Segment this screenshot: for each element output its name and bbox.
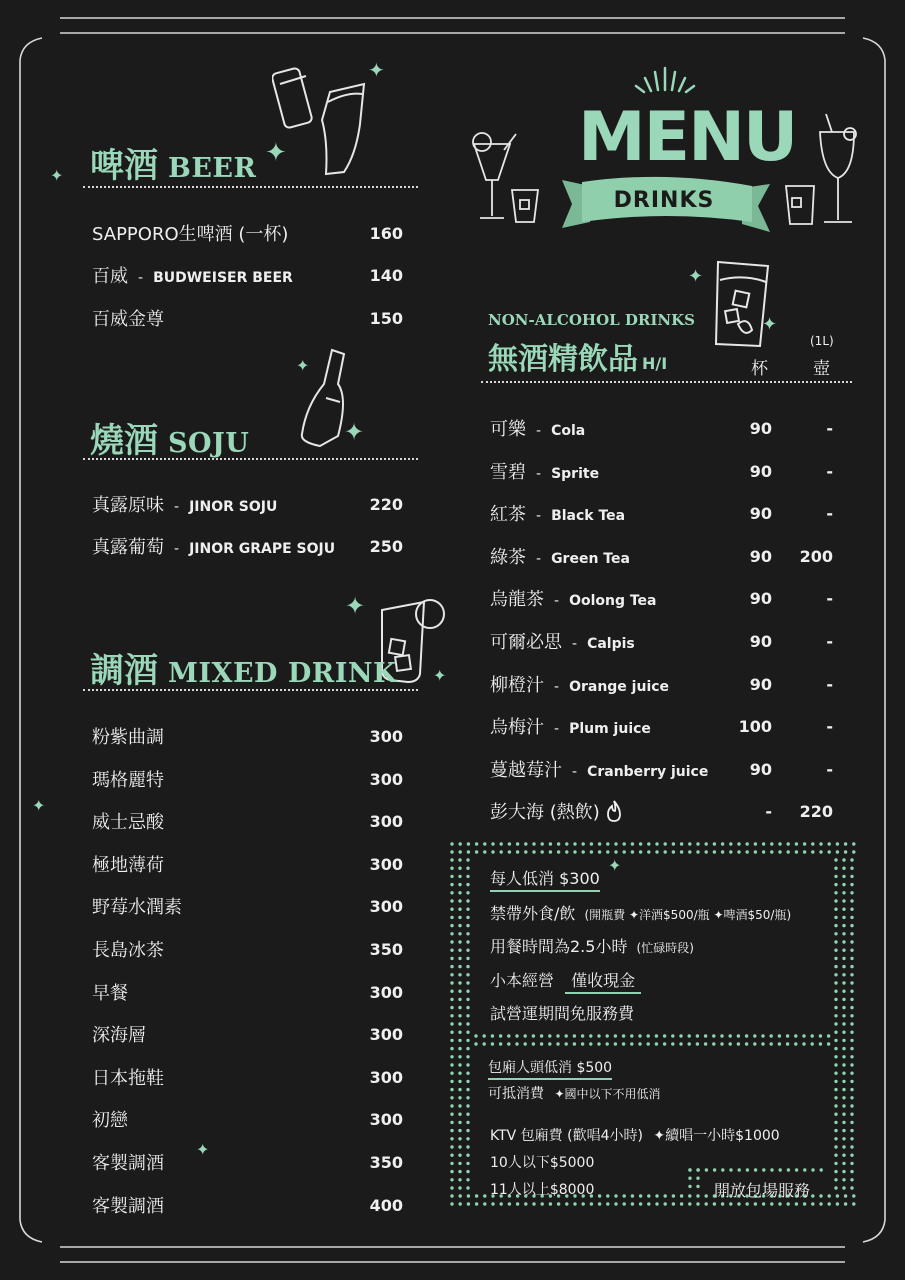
beer-heading-zh: 啤酒 (90, 146, 158, 186)
item-price: 300 (369, 1025, 403, 1045)
mixed-heading-en: MIXED DRINK (168, 658, 397, 689)
nonalc-item (490, 671, 669, 701)
sparkle-icon: ✦ (344, 418, 365, 446)
sparkle-icon: ✦ (368, 58, 385, 82)
mixed-heading (90, 643, 397, 692)
item-price: 300 (369, 769, 403, 789)
room-credit: 可抵消費 (488, 1086, 544, 1102)
nonalc-item (490, 798, 600, 828)
mixed-item (92, 979, 128, 1009)
mixed-item (92, 1064, 164, 1094)
iced-drink-icon (704, 254, 778, 354)
item-name: 雪碧 (490, 461, 526, 483)
pot-price: 220 (799, 802, 833, 822)
dash: - (536, 550, 542, 567)
item-name: SAPPORO生啤酒 (一杯) (92, 224, 289, 245)
cash-row (490, 968, 641, 991)
divider (83, 458, 418, 460)
mixed-item (92, 851, 164, 881)
room-kids: ✦國中以下不用低消 (554, 1087, 661, 1101)
pot-price: - (826, 674, 833, 694)
pot-price: - (826, 589, 833, 609)
item-price: 300 (369, 982, 403, 1002)
nonalc-item (490, 756, 708, 786)
pot-price: - (826, 632, 833, 651)
sparkle-icon: ✦ (296, 356, 310, 375)
nonalc-item (490, 415, 585, 445)
col-cup: 杯 (751, 359, 768, 379)
item-name-en: JINOR GRAPE SOJU (189, 541, 336, 557)
cash-prefix: 小本經營 (490, 971, 555, 990)
nonalc-hi: H/I (642, 354, 668, 373)
sparkle-icon: ✦ (688, 266, 704, 287)
cocktail-glasses-icon (468, 130, 548, 230)
private-booking: 開放包場服務 (714, 1181, 811, 1200)
item-price: 300 (369, 1067, 403, 1087)
item-name: 柳橙汁 (490, 674, 544, 696)
dash: - (138, 270, 144, 286)
sunburst-icon (630, 62, 700, 94)
item-name: 野莓水潤素 (92, 897, 182, 919)
beer-glass-icon (272, 62, 382, 182)
item-name: 初戀 (92, 1110, 128, 1132)
item-price: 350 (369, 940, 403, 959)
item-name: 蔓越莓汁 (490, 759, 562, 781)
nonalc-item (490, 458, 599, 488)
beer-item (92, 220, 288, 250)
item-name-en: Green Tea (551, 550, 630, 567)
item-name: 粉紫曲調 (92, 727, 164, 748)
item-name: 彭大海 (熱飲) (490, 802, 600, 824)
mixed-item (92, 808, 164, 838)
item-name: 真露葡萄 (92, 537, 164, 558)
pot-price: - (826, 461, 833, 481)
cup-price: - (765, 802, 772, 822)
item-name: 烏龍茶 (490, 589, 544, 611)
nonalc-item (490, 628, 635, 658)
dash: - (554, 593, 560, 610)
mixed-item (92, 1192, 164, 1222)
divider (83, 186, 418, 188)
mixed-item (92, 1021, 146, 1051)
mixed-item (92, 1149, 164, 1179)
flame-icon (604, 799, 624, 823)
item-price: 140 (369, 266, 403, 285)
cup-price: 90 (749, 546, 772, 566)
item-price: 220 (369, 495, 403, 514)
dash: - (536, 465, 542, 482)
col-pot-size: (1L) (810, 334, 834, 348)
dash: - (572, 636, 578, 652)
dash: - (536, 423, 542, 439)
item-name: 百威 (92, 266, 128, 287)
mixed-item (92, 936, 164, 966)
cup-price: 90 (749, 674, 772, 694)
item-name: 真露原味 (92, 495, 164, 516)
dash: - (174, 499, 180, 515)
nonalc-heading-en: NON-ALCOHOL DRINKS (488, 311, 695, 329)
min-spend: 每人低消 $300 (490, 869, 600, 892)
ktv-extend: ✦續唱一小時$1000 (653, 1128, 780, 1144)
soju-item (92, 491, 277, 521)
nonalc-item (490, 585, 657, 615)
item-price: 300 (369, 812, 403, 832)
ktv-fee: KTV 包廂費 (歡唱4小時) (490, 1128, 643, 1144)
cup-price: 90 (749, 589, 772, 609)
nonalc-item (490, 713, 651, 743)
item-name: 瑪格麗特 (92, 769, 164, 791)
beer-heading-en: BEER (168, 153, 257, 184)
item-name-en: Cranberry juice (587, 763, 709, 780)
under-10: 10人以下$5000 (490, 1155, 595, 1171)
nonalc-item (490, 500, 625, 530)
item-name: 威士忌酸 (92, 812, 164, 834)
item-price: 400 (369, 1195, 403, 1215)
item-name-en: BUDWEISER BEER (153, 270, 293, 286)
pot-price: 200 (799, 546, 833, 566)
sparkle-icon: ✦ (32, 796, 46, 815)
busy-note: (忙碌時段) (636, 941, 694, 955)
dash: - (572, 763, 578, 780)
nonalc-heading-zh: 無酒精飲品 (488, 342, 638, 377)
dash: - (554, 678, 560, 695)
soju-heading-zh: 燒酒 (90, 421, 158, 461)
divider (481, 381, 852, 383)
item-price: 300 (369, 854, 403, 874)
corkage: (開瓶費 ✦洋酒$500/瓶 ✦啤酒$50/瓶) (584, 908, 792, 922)
sparkle-icon: ✦ (265, 138, 287, 168)
mixed-heading-zh: 調酒 (90, 651, 158, 691)
item-price: 350 (369, 1153, 403, 1172)
sparkle-icon: ✦ (608, 856, 622, 875)
item-price: 300 (369, 897, 403, 917)
cup-price: 90 (749, 504, 772, 524)
item-name: 可樂 (490, 419, 526, 440)
pot-price: - (826, 504, 833, 524)
soju-item (92, 533, 335, 563)
wine-glasses-icon (782, 112, 862, 232)
cup-price: 90 (749, 419, 772, 438)
col-pot: 壺 (813, 359, 830, 379)
item-name: 日本拖鞋 (92, 1067, 164, 1089)
sparkle-icon: ✦ (433, 666, 447, 685)
soju-heading-en: SOJU (168, 428, 250, 459)
item-name: 深海層 (92, 1025, 146, 1047)
over-11: 11人以上$8000 (490, 1182, 595, 1198)
item-name-en: Plum juice (569, 721, 651, 738)
item-name-en: Calpis (587, 636, 635, 652)
mixed-item (92, 1106, 128, 1136)
beer-item (92, 305, 164, 335)
item-name: 長島冰茶 (92, 940, 164, 961)
item-price: 150 (369, 309, 403, 328)
nonalc-heading (488, 334, 667, 378)
dining-time: 用餐時間為2.5小時 (490, 937, 628, 956)
item-name-en: Sprite (551, 465, 600, 482)
item-name: 極地薄荷 (92, 854, 164, 876)
item-name: 早餐 (92, 982, 128, 1004)
pot-price: - (826, 419, 833, 438)
pot-price: - (826, 759, 833, 779)
item-price: 300 (369, 727, 403, 746)
item-name: 客製調酒 (92, 1195, 164, 1217)
mixed-item (92, 723, 164, 753)
mixed-item (92, 766, 164, 796)
dash: - (554, 721, 560, 738)
cup-price: 90 (749, 759, 772, 779)
beer-heading (90, 138, 256, 187)
divider (83, 689, 418, 691)
menu-title: MENU (578, 98, 797, 177)
item-name-en: JINOR SOJU (189, 499, 278, 515)
item-name: 綠茶 (490, 546, 526, 568)
item-name-en: Black Tea (551, 508, 626, 525)
item-name: 客製調酒 (92, 1153, 164, 1174)
sparkle-icon: ✦ (196, 1140, 210, 1159)
room-credit-row (488, 1083, 661, 1103)
item-name: 可爾必思 (490, 632, 562, 653)
item-price: 300 (369, 1110, 403, 1130)
cup-price: 90 (749, 632, 772, 651)
cup-price: 100 (738, 717, 772, 737)
item-name-en: Cola (551, 423, 586, 439)
room-min: 包廂人頭低消 $500 (488, 1060, 612, 1080)
sparkle-icon: ✦ (50, 166, 64, 185)
dash: - (536, 508, 542, 525)
beer-item (92, 262, 293, 292)
mixed-item (92, 893, 182, 923)
cash-only: 僅收現金 (565, 971, 641, 994)
menu-subtitle: DRINKS (613, 188, 715, 213)
cup-price: 90 (749, 461, 772, 481)
pot-price: - (826, 717, 833, 737)
nonalc-item (490, 543, 630, 573)
dash: - (174, 541, 180, 557)
no-outside: 禁帶外食/飲 (490, 904, 576, 923)
item-name: 百威金尊 (92, 309, 164, 330)
sparkle-icon: ✦ (762, 314, 778, 335)
item-price: 160 (369, 224, 403, 243)
ktv-row (490, 1125, 780, 1145)
item-name-en: Orange juice (569, 678, 670, 695)
item-name: 烏梅汁 (490, 717, 544, 739)
item-name-en: Oolong Tea (569, 593, 657, 610)
no-service: 試營運期間免服務費 (490, 1004, 635, 1023)
sparkle-icon: ✦ (345, 592, 366, 620)
no-outside-row (490, 901, 791, 924)
dining-time-row (490, 934, 694, 957)
item-price: 250 (369, 537, 403, 556)
item-name: 紅茶 (490, 504, 526, 526)
soju-heading (90, 413, 249, 462)
